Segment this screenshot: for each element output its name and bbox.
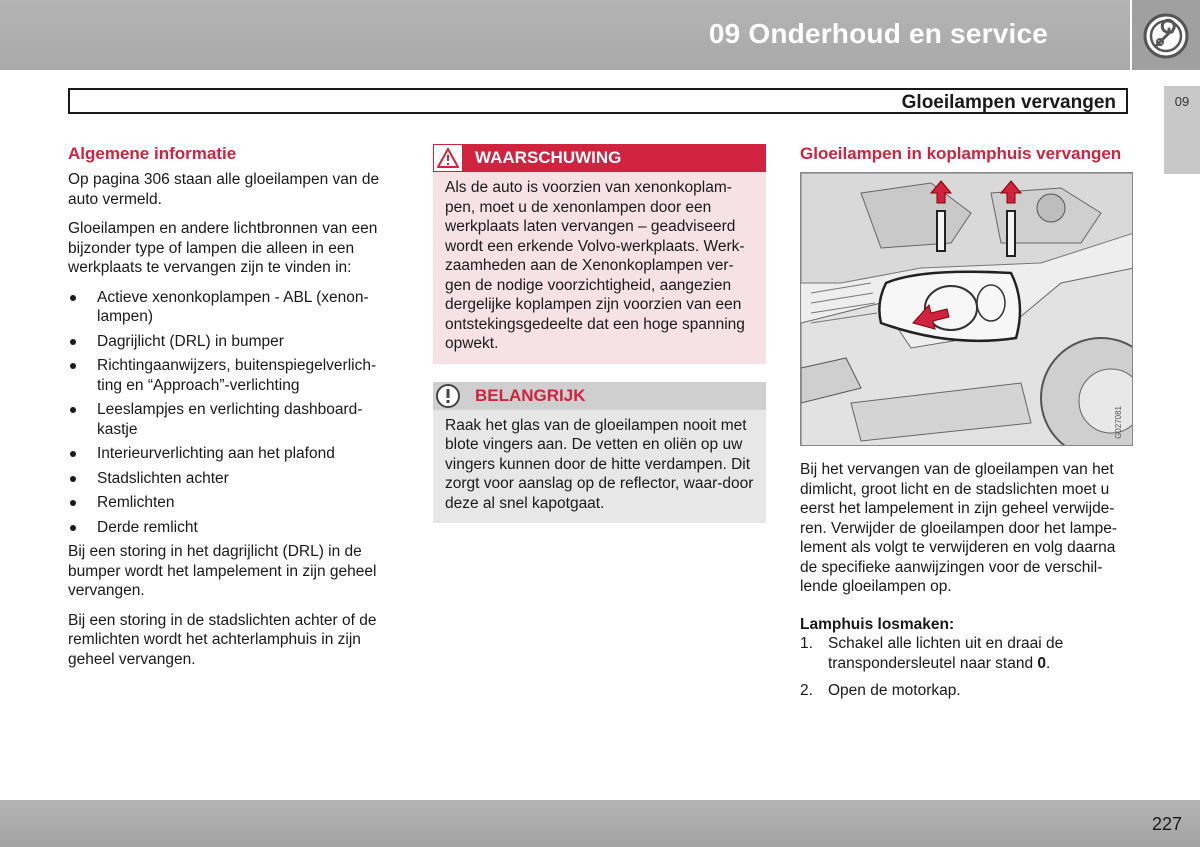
list-item [68, 469, 398, 489]
paragraph: Bij een storing in de stadslichten achter of de remlichten wordt het achterlamphuis in zijn geheel vervangen. [68, 611, 377, 668]
list-item-text: Richtingaanwijzers, buitenspiegelverlich-ting en “Approach”-verlichting [97, 357, 377, 394]
general-info-heading: Algemene informatie [68, 144, 237, 163]
bullet-icon [70, 295, 76, 301]
warning-text: Als de auto is voorzien van xenonkoplam-pen, moet u de xenonlampen door een werkplaats laten vervangen – geadviseerd wordt een erkende Volvo-werkplaats. Werk-zaamheden aan de Xenonkoplampen ver-gen de nodige voorzichtigheid, aangezien dergelijke koplampen zijn voorzien van een ontstekingsgedeelte dat een hoge spanning opwekt. [433, 172, 766, 364]
lamp-type-list [68, 288, 398, 538]
bullet-icon [70, 500, 76, 506]
list-item-text: Remlichten [97, 494, 175, 511]
chapter-side-tab [1164, 86, 1200, 174]
list-item [68, 356, 398, 395]
bullet-icon [70, 525, 76, 531]
side-tab-label: 09 [1174, 94, 1190, 109]
steps-list [800, 634, 1135, 701]
bullet-icon [70, 476, 76, 482]
headlamp-illustration [800, 172, 1133, 446]
right-column [800, 144, 1135, 709]
chapter-title: 09 Onderhoud en service [708, 18, 1048, 49]
list-item-text: Derde remlicht [97, 518, 198, 536]
lamp-housing-subheading: Lamphuis losmaken: [800, 615, 955, 633]
important-text: Raak het glas van de gloeilampen nooit met blote vingers aan. De vetten en oliën op uw vingers kunnen door de hitte verdampen. Dit zorgt voor aanslag op de reflector, waar-door deze al snel kapotgaat. [433, 410, 766, 524]
list-item-text: Leeslampjes en verlichting dashboard-kastje [97, 401, 363, 438]
step-number: 2. [800, 682, 813, 699]
bullet-icon [70, 363, 76, 369]
list-item [68, 288, 398, 327]
list-item [68, 332, 398, 352]
headlamp-heading: Gloeilampen in koplamphuis vervangen [800, 144, 1122, 163]
paragraph: Bij het vervangen van de gloeilampen van het dimlicht, groot licht en de stadslichten moet u eerst het lampelement in zijn geheel verwijde-ren. Verwijder de gloeilampen door het lampe-lement als volgt te verwijderen en volg daarna de specifieke aanwijzingen voor de verschil-lende gloeilampen op. [800, 461, 1118, 595]
section-title: Gloeilampen vervangen [901, 92, 1116, 113]
bullet-icon [70, 451, 76, 457]
important-callout [433, 382, 766, 524]
bullet-icon [70, 339, 76, 345]
step-text: Schakel alle lichten uit en draai de transpondersleutel naar stand [828, 635, 1064, 672]
important-header [433, 382, 766, 410]
list-item [68, 444, 398, 464]
step-item [800, 634, 1135, 673]
important-label: BELANGRIJK [475, 385, 586, 405]
paragraph: Op pagina 306 staan alle gloeilampen van de auto vermeld. [68, 171, 380, 208]
list-item-text: Actieve xenonkoplampen - ABL (xenon-lampen) [97, 288, 369, 325]
warning-header [433, 144, 766, 172]
list-item-text: Dagrijlicht (DRL) in bumper [97, 332, 284, 350]
chapter-icon-tile [1132, 0, 1200, 70]
chapter-header [0, 0, 1130, 70]
page-number: 227 [1151, 814, 1182, 834]
step-suffix: . [1046, 654, 1051, 672]
middle-column [433, 144, 766, 541]
step-text: Open de motorkap. [828, 682, 961, 699]
list-item-text: Interieurverlichting aan het plafond [97, 445, 335, 462]
list-item-text: Stadslichten achter [97, 469, 229, 487]
bullet-icon [70, 407, 76, 413]
list-item [68, 493, 398, 513]
step-item [800, 681, 1135, 701]
warning-label: WAARSCHUWING [475, 148, 622, 168]
engine-bay-drawing [801, 173, 1133, 446]
paragraph: Bij een storing in het dagrijlicht (DRL) in de bumper wordt het lampelement in zijn geheel vervangen. [68, 543, 377, 599]
exclamation-circle-icon [433, 382, 463, 410]
page-footer [0, 800, 1200, 847]
step-number: 1. [800, 635, 813, 652]
section-title-box [68, 88, 1128, 114]
left-column [68, 144, 398, 679]
figure-code: G027081 [1113, 406, 1123, 439]
warning-callout [433, 144, 766, 364]
list-item [68, 400, 398, 439]
wrench-gear-icon [1142, 13, 1190, 59]
warning-triangle-icon [433, 144, 463, 172]
list-item [68, 518, 398, 538]
key-position-value: 0 [1037, 654, 1047, 672]
paragraph: Gloeilampen en andere lichtbronnen van een bijzonder type of lampen die alleen in een werkplaats te vervangen zijn te vinden in: [68, 220, 378, 276]
